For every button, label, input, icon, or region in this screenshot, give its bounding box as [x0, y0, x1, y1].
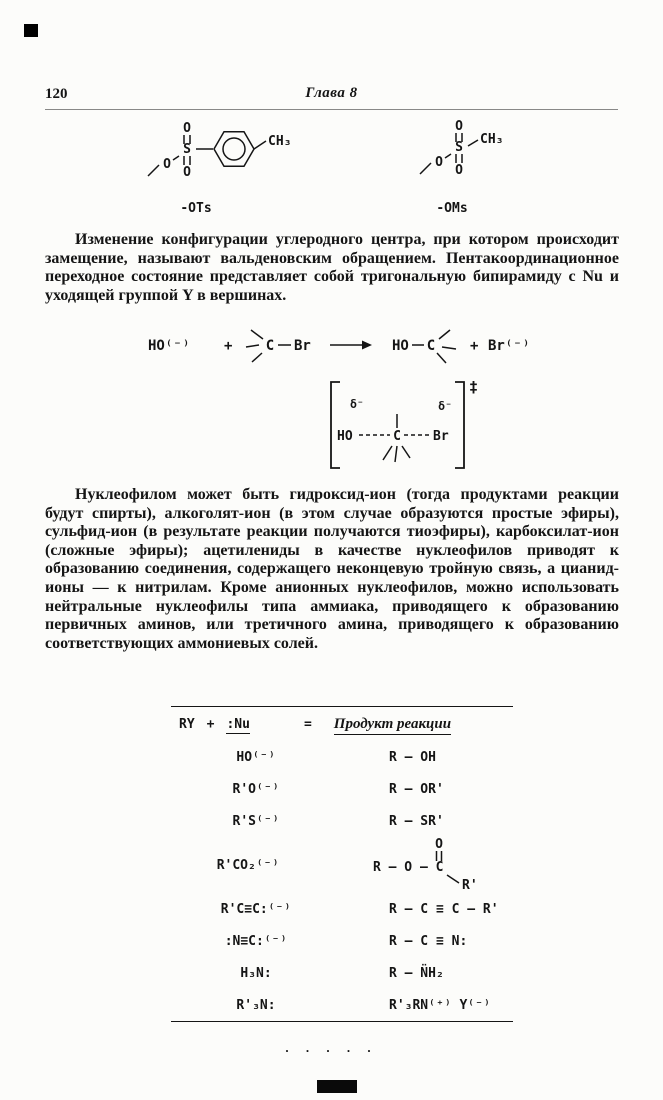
bond-line [254, 141, 266, 149]
wedge-bond [252, 353, 262, 362]
product-formula: R'₃RN⁽⁺⁾ Y⁽⁻⁾ [389, 997, 491, 1013]
table-row [171, 773, 513, 805]
scan-artifact-bottom [317, 1080, 357, 1093]
wedge-bond [383, 446, 392, 460]
carbon-label: C [426, 338, 436, 354]
ho-label: HO [337, 429, 353, 444]
nucleophile-formula: R'C≡C:⁽⁻⁾ [220, 901, 292, 917]
nucleophile-product-table [171, 706, 513, 1022]
paragraph-nucleophiles: Нуклеофилом может быть гидроксид-ион (тогда продуктами реакции будут спирты), алкоголят-ион (в этом случае образуются простые эфиры), сульфид-ион (в результате реакции получаются тиоэфиры), карбоксилат-ион (сложные эфиры); ацетилениды в качестве нуклеофилов приводят к образованию соединения, содержащего неконцевую тройную связь, а цианид-ионы — к нитрилам. Кроме анионных нуклеофилов, можно использовать нейтральные нуклеофилы типа аммиака, приводящего к образованию первичных аминов, или третичного амина, приводящего к образованию соответствующих аммониевых солей. [45, 486, 619, 652]
oxygen-bottom-label: O [183, 165, 191, 180]
oxygen-top-label: O [455, 119, 463, 134]
product-formula: R — C ≡ N: [389, 933, 468, 949]
bond-line [445, 154, 451, 158]
ester-product-structure [373, 837, 513, 893]
wedge-bond [251, 330, 263, 339]
delta-minus-right: δ⁻ [438, 399, 452, 413]
mesylate-structure [420, 119, 503, 216]
scan-artifact-top-left [24, 24, 38, 37]
header-product-title: Продукт реакции [334, 716, 451, 735]
plus-sign: + [224, 338, 233, 354]
nucleophile-formula: H₃N: [240, 965, 272, 981]
table-row [171, 989, 513, 1021]
transition-state-diagram [0, 374, 663, 478]
right-bracket [455, 382, 464, 468]
tosylate-structure [148, 121, 291, 216]
bond-line [173, 156, 179, 160]
bond-line [468, 140, 478, 146]
table-row [171, 741, 513, 773]
product-formula [373, 837, 513, 893]
double-dagger-symbol: ‡ [469, 378, 479, 396]
wedge-bond [246, 345, 259, 347]
product-formula: R — OR' [389, 781, 444, 797]
mesylate-group-label: -OMs [436, 201, 468, 216]
bromine-label: Br [294, 338, 311, 354]
table-row [171, 925, 513, 957]
table-row [171, 957, 513, 989]
nucleophile-formula: :N≡C:⁽⁻⁾ [224, 933, 288, 949]
table-row [171, 893, 513, 925]
nucleophile-formula: R'O⁽⁻⁾ [232, 781, 280, 797]
table-row [171, 805, 513, 837]
wedge-bond [437, 353, 446, 363]
plus-sign: + [470, 338, 479, 354]
wedge-bond [395, 446, 397, 462]
nucleophile-formula: R'S⁽⁻⁾ [232, 813, 280, 829]
page-number: 120 [45, 86, 68, 102]
r-prime-label: R' [462, 878, 478, 893]
methyl-label: CH₃ [480, 132, 504, 147]
sulfonate-structures [0, 112, 663, 222]
delta-minus-left: δ⁻ [350, 397, 364, 411]
ester-chain-text: R — O — C [373, 860, 444, 875]
page-header [45, 85, 618, 110]
bromide-label: Br⁽⁻⁾ [488, 338, 531, 354]
product-formula: R — N̈H₂ [389, 965, 444, 981]
oxygen-label: O [435, 155, 443, 170]
tosylate-group-label: -OTs [180, 201, 212, 216]
header-nu: :Nu [226, 717, 250, 732]
nucleophile-formula: HO⁽⁻⁾ [236, 749, 276, 765]
table-row [171, 837, 513, 893]
br-label: Br [433, 429, 449, 444]
product-ho-label: HO [392, 338, 409, 354]
arrow-head [362, 341, 372, 350]
nucleophile-formula: R'₃N: [236, 997, 276, 1013]
bond-line [148, 165, 159, 176]
carbon-label: C [265, 338, 275, 354]
product-formula: R — C ≡ C — R' [389, 901, 499, 917]
chapter-title: Глава 8 [305, 85, 358, 101]
wedge-bond [439, 330, 450, 339]
table-header [171, 707, 513, 741]
sulfur-label: S [455, 140, 463, 155]
header-plus: + [206, 717, 215, 732]
product-formula: R — SR' [389, 813, 444, 829]
product-formula: R — OH [389, 749, 436, 765]
hydroxide-label: HO⁽⁻⁾ [148, 338, 191, 354]
sulfur-label: S [183, 142, 191, 157]
wedge-bond [442, 347, 456, 349]
nucleophile-formula: R'CO₂⁽⁻⁾ [216, 857, 280, 873]
bond-line [447, 875, 459, 883]
left-bracket [331, 382, 340, 468]
oxygen-bottom-label: O [455, 163, 463, 178]
carbon-label: C [393, 429, 401, 444]
aromatic-circle [223, 138, 245, 160]
oxygen-label: O [163, 157, 171, 172]
footer-dots: . . . . . [285, 1040, 378, 1055]
paragraph-walden-inversion: Изменение конфигурации углеродного центра, при котором происходит замещение, называют вальденовским обращением. Пентакоординационное переходное состояние представляет собой тригональную бипирамиду с Nu и уходящей группой Y в вершинах. [45, 231, 619, 304]
benzene-ring [214, 132, 254, 167]
carbonyl-oxygen-label: O [435, 837, 443, 852]
methyl-label: CH₃ [268, 134, 292, 149]
sn2-reaction-scheme [0, 326, 663, 378]
header-equals: = [303, 717, 312, 732]
bond-line [420, 163, 431, 174]
wedge-bond [402, 446, 410, 458]
oxygen-top-label: O [183, 121, 191, 136]
header-ry: RY [179, 717, 195, 732]
